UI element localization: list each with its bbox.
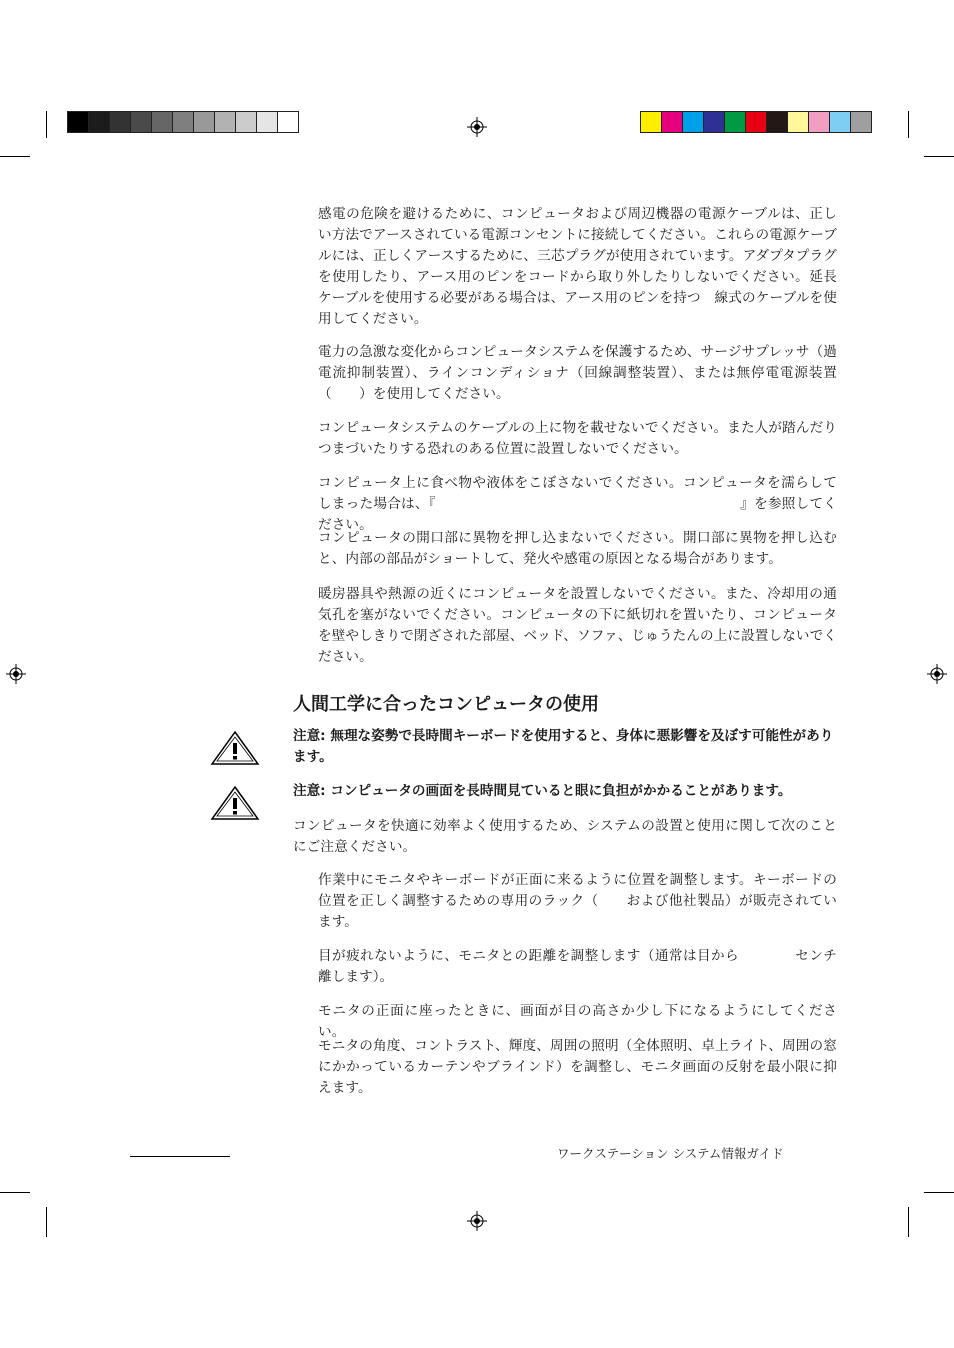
color-bar [640, 111, 871, 133]
ergonomic-paragraph: モニタの角度、コントラスト、輝度、周囲の照明（全体照明、卓上ライト、周囲の窓にかかっているカーテンやブラインド）を調整し、モニタ画面の反射を最小限に抑えます。 [318, 1038, 837, 1096]
color-swatch [67, 111, 89, 133]
warning-triangle-icon [210, 785, 260, 821]
intro-paragraph: コンピュータを快適に効率よく使用するため、システムの設置と使用に関して次のことにご注意ください。 [293, 818, 837, 855]
crop-mark [46, 1207, 47, 1237]
color-swatch [235, 111, 257, 133]
crop-mark [908, 111, 909, 138]
color-swatch [829, 111, 851, 133]
color-swatch [130, 111, 152, 133]
caution-note [293, 781, 838, 802]
warning-triangle-icon [210, 730, 260, 766]
color-swatch [88, 111, 110, 133]
color-swatch [745, 111, 767, 133]
registration-mark-icon [467, 1211, 487, 1231]
color-swatch [256, 111, 278, 133]
registration-mark-icon [927, 664, 947, 684]
color-swatch [661, 111, 683, 133]
crop-mark [924, 156, 954, 157]
registration-mark-icon [467, 117, 487, 137]
grayscale-bar [67, 111, 298, 133]
crop-mark [0, 1192, 30, 1193]
color-swatch [787, 111, 809, 133]
color-swatch [172, 111, 194, 133]
color-swatch [109, 111, 131, 133]
crop-mark [0, 156, 30, 157]
color-swatch [808, 111, 830, 133]
caution-note [293, 726, 838, 768]
color-swatch [151, 111, 173, 133]
safety-paragraph: 感電の危険を避けるために、コンピュータおよび周辺機器の電源ケーブルは、正しい方法でアースされている電源コンセントに接続してください。これらの電源ケーブルには、正しくアースするために、三芯プラグが使用されています。アダプタプラグを使用したり、アース用のピンをコードから取り外したりしないでください。延長ケーブルを使用する必要がある場合は、アース用のピンを持つ 線式のケーブルを使用してください。 [318, 206, 837, 327]
color-swatch [766, 111, 788, 133]
section-title: 人間工学に合ったコンピュータの使用 [293, 694, 599, 715]
color-swatch [682, 111, 704, 133]
safety-paragraph: 電力の急激な変化からコンピュータシステムを保護するため、サージサプレッサ（過電流抑制装置）、ラインコンディショナ（回線調整装置）、または無停電電源装置（ ）を使用してください。 [318, 344, 837, 402]
caution-label: 注意: [293, 783, 326, 799]
crop-mark [46, 111, 47, 138]
caution-text: コンピュータの画面を長時間見ていると眼に負担がかかることがあります。 [330, 783, 792, 799]
ergonomic-paragraph: モニタの正面に座ったときに、画面が目の高さか少し下になるようにしてください。 [318, 1003, 837, 1040]
registration-mark-icon [6, 664, 26, 684]
footer-title: ワークステーション システム情報ガイド [557, 1146, 784, 1161]
safety-paragraph: コンピュータシステムのケーブルの上に物を載せないでください。また人が踏んだりつまづいたりする恐れのある位置に設置しないでください。 [318, 420, 837, 457]
crop-mark [924, 1192, 954, 1193]
color-swatch [193, 111, 215, 133]
safety-paragraph: コンピュータの開口部に異物を押し込まないでください。開口部に異物を押し込むと、内部の部品がショートして、発火や感電の原因となる場合があります。 [318, 530, 837, 567]
safety-paragraph: 暖房器具や熱源の近くにコンピュータを設置しないでください。また、冷却用の通気孔を塞がないでください。コンピュータの下に紙切れを置いたり、コンピュータを壁やしきりで閉ざされた部屋、ベッド、ソファ、じゅうたんの上に設置しないでください。 [318, 586, 837, 665]
color-swatch [277, 111, 299, 133]
color-swatch [850, 111, 872, 133]
ergonomic-paragraph: 目が疲れないように、モニタとの距離を調整します（通常は目から センチ離します）。 [318, 948, 837, 985]
safety-paragraph: コンピュータ上に食べ物や液体をこぼさないでください。コンピュータを濡らしてしまった場合は、『 』を参照してください。 [318, 475, 837, 533]
color-swatch [640, 111, 662, 133]
color-swatch [724, 111, 746, 133]
color-swatch [214, 111, 236, 133]
ergonomic-paragraph: 作業中にモニタやキーボードが正面に来るように位置を調整します。キーボードの位置を正しく調整するための専用のラック（ および他社製品）が販売されています。 [318, 872, 837, 930]
footer-rule [130, 1156, 230, 1157]
crop-mark [908, 1207, 909, 1237]
caution-text: 無理な姿勢で長時間キーボードを使用すると、身体に悪影響を及ぼす可能性があります。 [293, 728, 834, 765]
color-swatch [703, 111, 725, 133]
caution-label: 注意: [293, 728, 326, 744]
